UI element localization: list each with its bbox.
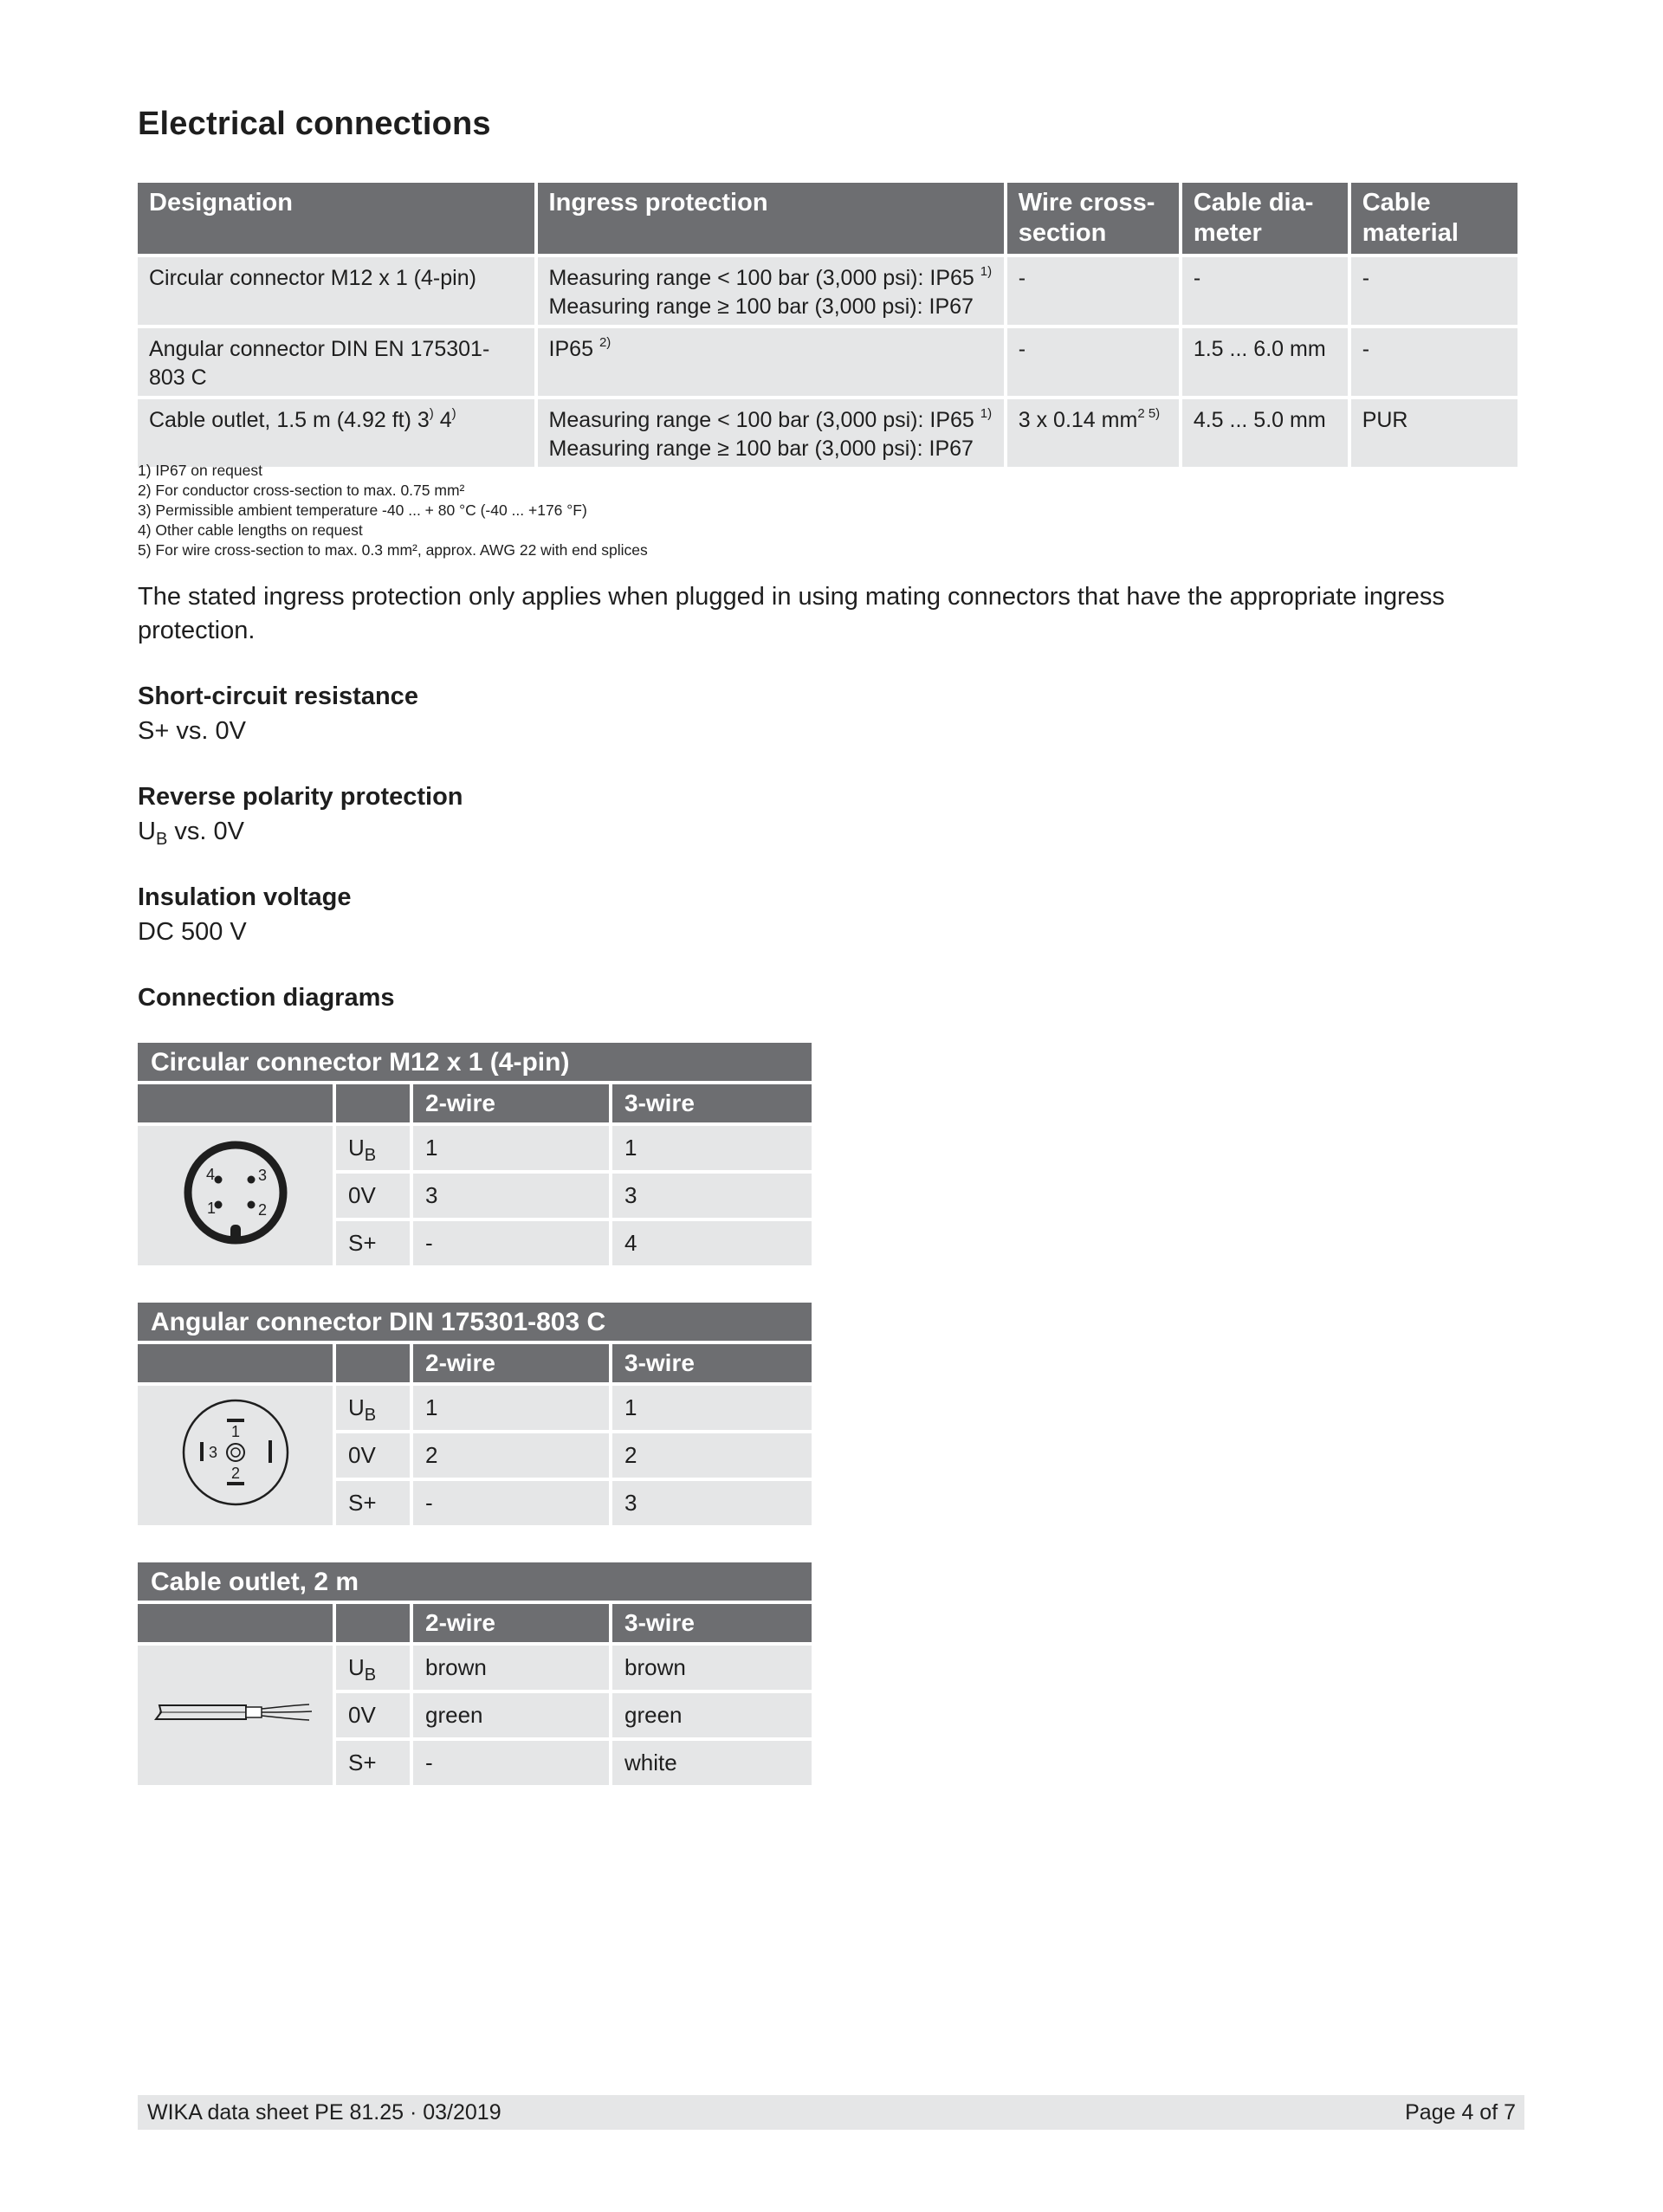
connection-table-circular-m12 xyxy=(138,1043,812,1269)
two-wire-cell: 1 xyxy=(413,1386,609,1430)
signal-cell: 0V xyxy=(336,1174,410,1218)
ingress-cell: Measuring range < 100 bar (3,000 psi): IP65 $^{1)}$ Measuring range ≥ 100 bar (3,000 psi): IP67 xyxy=(538,399,1004,467)
cable-outlet-diagram xyxy=(149,1686,322,1738)
two-wire-cell: green xyxy=(413,1693,609,1737)
connection-diagrams-heading: Connection diagrams xyxy=(138,984,395,1012)
empty-header-cell xyxy=(138,1084,333,1122)
footnote: 3) Permissible ambient temperature -40 ... + 80 °C (-40 ... +176 °F) xyxy=(138,501,587,519)
signal-cell: S+ xyxy=(336,1741,410,1785)
connection-table-title: Circular connector M12 x 1 (4-pin) xyxy=(138,1043,812,1081)
wire-cell: 3 x 0.14 $mm^{2 5)}$ xyxy=(1007,399,1179,467)
column-header-cable-material: Cable material xyxy=(1351,183,1517,254)
table-row xyxy=(138,257,1517,325)
table-header-row xyxy=(138,1604,812,1642)
signal-cell: S+ xyxy=(336,1481,410,1525)
two-wire-cell: - xyxy=(413,1741,609,1785)
material-cell: - xyxy=(1351,257,1517,325)
table-row xyxy=(138,399,1517,467)
empty-header-cell xyxy=(138,1344,333,1382)
connection-table-title: Angular connector DIN 175301-803 C xyxy=(138,1303,812,1341)
table-row xyxy=(138,1126,812,1170)
footer-page-number: Page 4 of 7 xyxy=(1405,2100,1516,2125)
pin-label: 2 xyxy=(257,1201,267,1219)
connector-diagram-cell xyxy=(138,1126,333,1265)
footnote: 2) For conductor cross-section to max. 0.75 mm² xyxy=(138,482,465,499)
footnotes xyxy=(138,461,648,560)
material-cell: - xyxy=(1351,328,1517,396)
table-row xyxy=(138,1646,812,1690)
pin-assignment-table xyxy=(134,1081,815,1269)
page-footer xyxy=(138,2095,1524,2130)
table-header-row xyxy=(138,183,1517,254)
empty-header-cell xyxy=(138,1604,333,1642)
material-cell: PUR xyxy=(1351,399,1517,467)
table-row xyxy=(138,1386,812,1430)
empty-header-cell xyxy=(336,1344,410,1382)
connector-diagram-cell xyxy=(138,1646,333,1785)
ingress-cell: Measuring range < 100 bar (3,000 psi): IP65 $^{1)}$ Measuring range ≥ 100 bar (3,000 psi): IP67 xyxy=(538,257,1004,325)
pin-label: 4 xyxy=(205,1166,215,1183)
two-wire-cell: 1 xyxy=(413,1126,609,1170)
insulation-voltage-heading: Insulation voltage xyxy=(138,883,352,911)
pin-label: 1 xyxy=(206,1200,216,1217)
pin-label: 1 xyxy=(230,1423,240,1440)
reverse-polarity-heading: Reverse polarity protection xyxy=(138,783,463,811)
three-wire-cell: 2 xyxy=(612,1433,812,1478)
three-wire-cell: 1 xyxy=(612,1126,812,1170)
column-header-2-wire: 2-wire xyxy=(413,1344,609,1382)
column-header-2-wire: 2-wire xyxy=(413,1604,609,1642)
column-header-3-wire: 3-wire xyxy=(612,1344,812,1382)
three-wire-cell: 4 xyxy=(612,1221,812,1265)
pin-label: 3 xyxy=(208,1444,217,1461)
column-header-3-wire: 3-wire xyxy=(612,1604,812,1642)
column-header-cable-diameter: Cable dia- meter xyxy=(1182,183,1348,254)
m12-connector-pin-diagram xyxy=(175,1132,296,1253)
signal-cell: $U_B$ xyxy=(336,1126,410,1170)
diameter-cell: - xyxy=(1182,257,1348,325)
two-wire-cell: - xyxy=(413,1481,609,1525)
footer-document-id: WIKA data sheet PE 81.25 · 03/2019 xyxy=(147,2100,501,2125)
signal-cell: $U_B$ xyxy=(336,1646,410,1690)
connection-table-title: Cable outlet, 2 m xyxy=(138,1562,812,1601)
empty-header-cell xyxy=(336,1084,410,1122)
three-wire-cell: 1 xyxy=(612,1386,812,1430)
designation-cell: Cable outlet, 1.5 m (4.92 ft) 3) 4) xyxy=(138,399,534,467)
column-header-2-wire: 2-wire xyxy=(413,1084,609,1122)
reverse-polarity-value: $U_B$ vs. 0V xyxy=(138,818,244,849)
signal-cell: 0V xyxy=(336,1693,410,1737)
din-connector-pin-diagram xyxy=(175,1392,296,1513)
empty-header-cell xyxy=(336,1604,410,1642)
table-header-row xyxy=(138,1344,812,1382)
three-wire-cell: white xyxy=(612,1741,812,1785)
page-title: Electrical connections xyxy=(138,106,491,142)
insulation-voltage-value: DC 500 V xyxy=(138,918,247,946)
connector-diagram-cell xyxy=(138,1386,333,1525)
table-header-row xyxy=(138,1084,812,1122)
signal-cell: $U_B$ xyxy=(336,1386,410,1430)
three-wire-cell: 3 xyxy=(612,1481,812,1525)
ingress-note-paragraph: The stated ingress protection only applies when plugged in using mating connectors that have the appropriate ingress protection. xyxy=(138,583,1445,644)
column-header-3-wire: 3-wire xyxy=(612,1084,812,1122)
pin-assignment-table xyxy=(134,1341,815,1529)
diameter-cell: 1.5 ... 6.0 mm xyxy=(1182,328,1348,396)
diameter-cell: 4.5 ... 5.0 mm xyxy=(1182,399,1348,467)
ingress-cell: IP65 $^{2)}$ xyxy=(538,328,1004,396)
three-wire-cell: green xyxy=(612,1693,812,1737)
two-wire-cell: 2 xyxy=(413,1433,609,1478)
signal-cell: 0V xyxy=(336,1433,410,1478)
footnote: 5) For wire cross-section to max. 0.3 mm², approx. AWG 22 with end splices xyxy=(138,541,648,559)
table-row xyxy=(138,328,1517,396)
two-wire-cell: brown xyxy=(413,1646,609,1690)
connection-table-angular-din xyxy=(138,1303,812,1529)
pin-label: 2 xyxy=(230,1465,240,1482)
wire-cell: - xyxy=(1007,257,1179,325)
short-circuit-heading: Short-circuit resistance xyxy=(138,682,418,710)
column-header-ingress-protection: Ingress protection xyxy=(538,183,1004,254)
three-wire-cell: 3 xyxy=(612,1174,812,1218)
column-header-designation: Designation xyxy=(138,183,534,254)
footnote: 4) Other cable lengths on request xyxy=(138,521,363,539)
two-wire-cell: 3 xyxy=(413,1174,609,1218)
three-wire-cell: brown xyxy=(612,1646,812,1690)
column-header-wire-cross-section: Wire cross- section xyxy=(1007,183,1179,254)
pin-label: 3 xyxy=(257,1167,267,1184)
signal-cell: S+ xyxy=(336,1221,410,1265)
designation-cell: Circular connector M12 x 1 (4-pin) xyxy=(138,257,534,325)
footnote: 1) IP67 on request xyxy=(138,462,262,479)
wire-cell: - xyxy=(1007,328,1179,396)
two-wire-cell: - xyxy=(413,1221,609,1265)
connection-table-cable-outlet xyxy=(138,1562,812,1788)
designation-cell: Angular connector DIN EN 175301- 803 C xyxy=(138,328,534,396)
short-circuit-value: S+ vs. 0V xyxy=(138,717,246,745)
electrical-connections-table xyxy=(134,179,1521,470)
pin-assignment-table xyxy=(134,1601,815,1788)
